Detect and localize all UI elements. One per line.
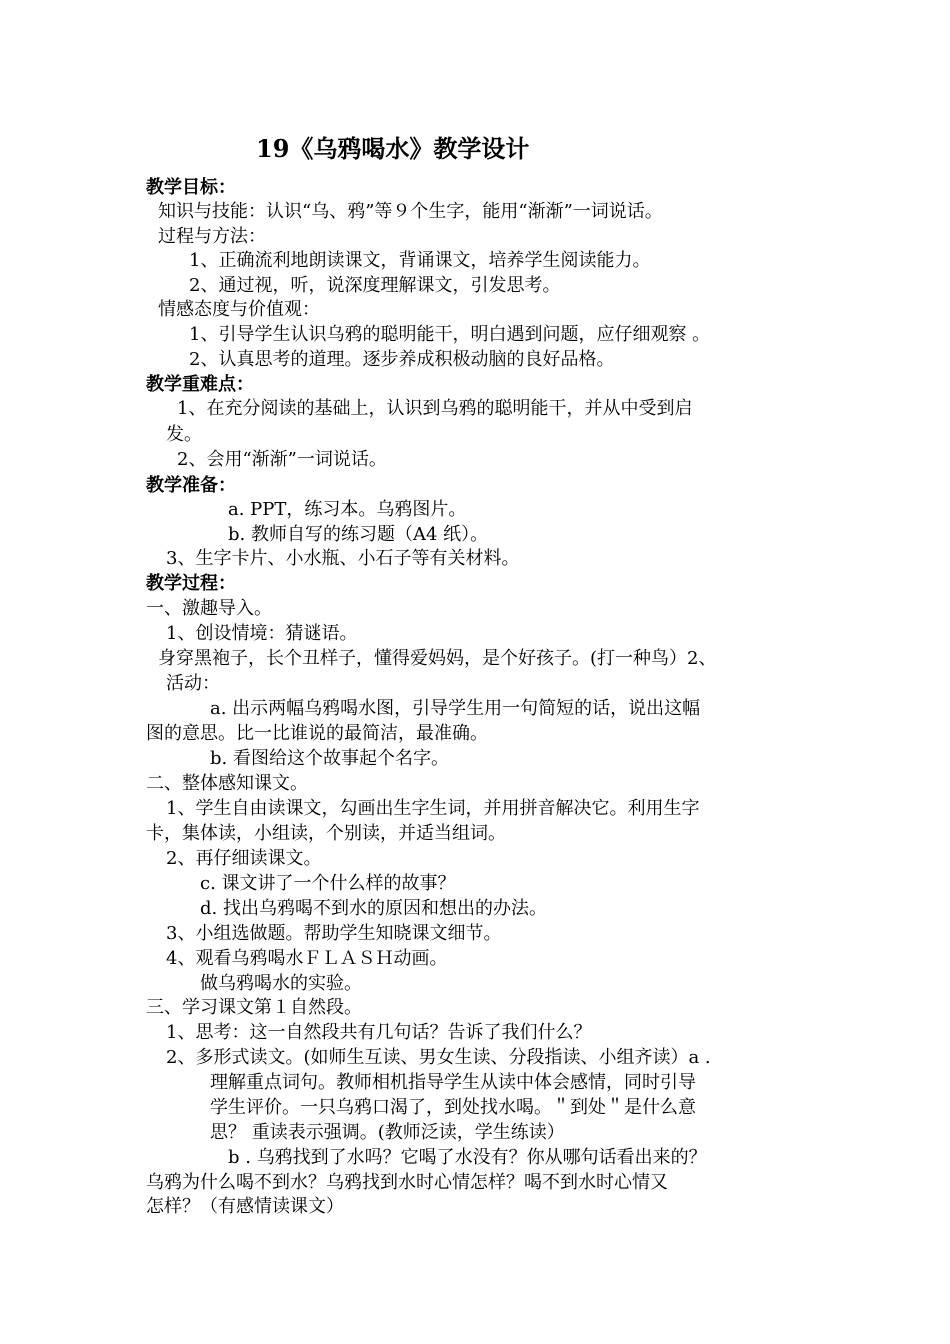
section-heading-preparation: 教学准备： [146, 475, 236, 496]
text-line: 活动： [166, 673, 220, 694]
text-line: 4、观看乌鸦喝水ＦＬＡＳＨ动画。 [166, 948, 448, 969]
text-line: 2、再仔细读课文。 [166, 848, 322, 869]
text-line: 二、整体感知课文。 [146, 773, 308, 794]
text-line: b . 乌鸦找到了水吗？它喝了水没有？你从哪句话看出来的？ [228, 1147, 707, 1168]
section-heading-objectives: 教学目标： [146, 177, 236, 198]
text-line: a. 出示两幅乌鸦喝水图，引导学生用一句简短的话，说出这幅 [210, 698, 701, 719]
text-line: 一、激趣导入。 [146, 598, 272, 619]
text-line: 3、生字卡片、小水瓶、小石子等有关材料。 [166, 548, 520, 569]
text-line: 2、多形式读文。(如师生互读、男女生读、分段指读、小组齐读）a . [166, 1047, 711, 1068]
section-heading-key-points: 教学重难点： [146, 374, 254, 395]
text-line: 思？ 重读表示强调。(教师泛读，学生练读） [210, 1122, 565, 1143]
text-line: 3、小组选做题。帮助学生知晓课文细节。 [166, 923, 502, 944]
text-line: 身穿黑袍子，长个丑样子，懂得爱妈妈，是个好孩子。(打一种鸟）2、 [158, 648, 717, 669]
text-line: 发。 [166, 424, 202, 445]
text-line: 三、学习课文第１自然段。 [146, 997, 362, 1018]
text-line: 卡，集体读，小组读，个别读，并适当组词。 [146, 823, 506, 844]
text-line: 理解重点词句。教师相机指导学生从读中体会感情，同时引导 [210, 1072, 696, 1093]
text-line: 1、引导学生认识乌鸦的聪明能干，明白遇到问题，应仔细观察 。 [189, 324, 711, 345]
text-line: 2、通过视，听，说深度理解课文，引发思考。 [189, 275, 561, 296]
text-line: 怎样？（有感情读课文） [146, 1196, 344, 1217]
text-line: 2、会用“渐渐”一词说话。 [177, 449, 387, 470]
text-line: c. 课文讲了一个什么样的故事？ [200, 873, 456, 894]
text-line: 1、学生自由读课文，勾画出生字生词，并用拼音解决它。利用生字 [166, 798, 700, 819]
text-line: 1、正确流利地朗读课文，背诵课文，培养学生阅读能力。 [189, 250, 651, 271]
text-line: a. PPT，练习本。乌鸦图片。 [228, 499, 467, 520]
text-line: 情感态度与价值观： [158, 299, 320, 320]
text-line: 乌鸦为什么喝不到水？乌鸦找到水时心情怎样？喝不到水时心情又 [146, 1172, 668, 1193]
text-line: d. 找出乌鸦喝不到水的原因和想出的办法。 [200, 898, 547, 919]
text-line: 1、思考：这一自然段共有几句话？告诉了我们什么？ [166, 1022, 592, 1043]
text-line: b. 看图给这个故事起个名字。 [210, 748, 449, 769]
document-title: 19《乌鸦喝水》教学设计 [256, 134, 530, 163]
text-line: 过程与方法： [158, 226, 266, 247]
text-line: 做乌鸦喝水的实验。 [200, 973, 362, 994]
text-line: 1、创设情境：猜谜语。 [166, 623, 358, 644]
text-line: 2、认真思考的道理。逐步养成积极动脑的良好品格。 [189, 349, 615, 370]
text-line: b. 教师自写的练习题（A4 纸）。 [228, 524, 489, 545]
text-line: 1、在充分阅读的基础上，认识到乌鸦的聪明能干，并从中受到启 [177, 398, 693, 419]
text-line: 知识与技能：认识“乌、鸦”等９个生字，能用“渐渐”一词说话。 [158, 201, 663, 222]
text-line: 图的意思。比一比谁说的最简洁，最准确。 [146, 723, 488, 744]
text-line: 学生评价。一只乌鸦口渴了，到处找水喝。＂到处＂是什么意 [210, 1097, 696, 1118]
section-heading-process: 教学过程： [146, 573, 236, 594]
